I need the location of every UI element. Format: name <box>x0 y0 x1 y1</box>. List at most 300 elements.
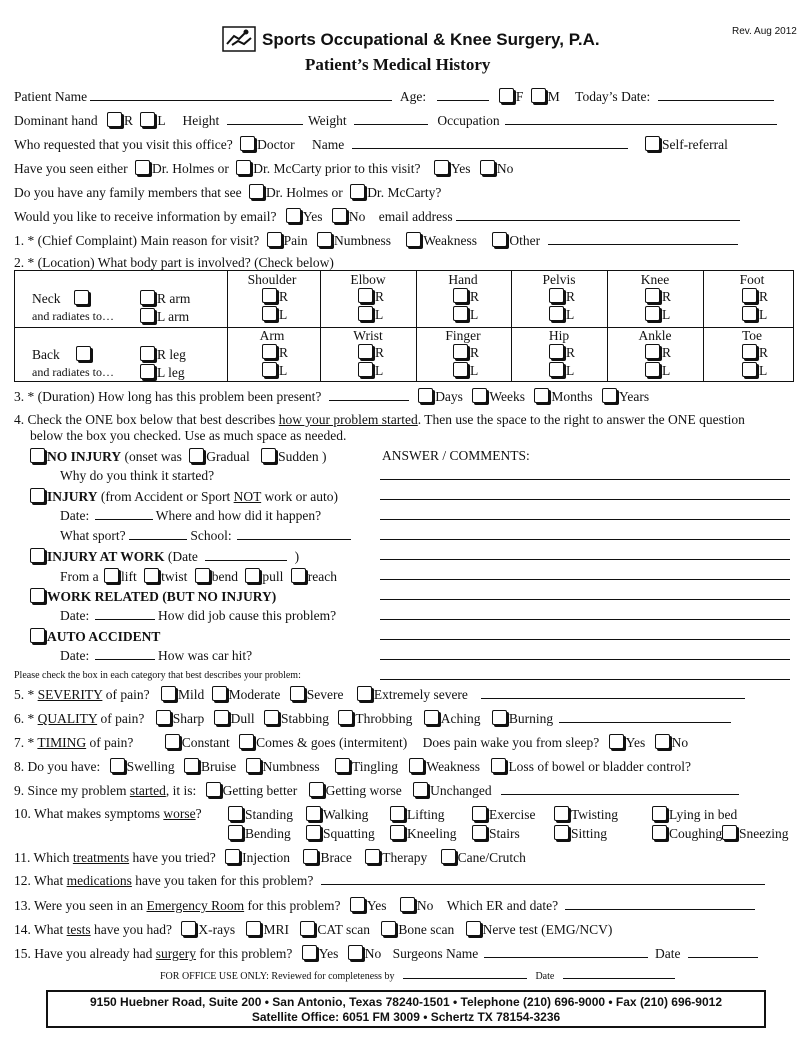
injection-label: Injection <box>242 850 291 865</box>
sudden-checkbox[interactable] <box>261 448 276 463</box>
injury-desc-b: work or auto) <box>261 489 339 504</box>
shoulder-right-checkbox[interactable] <box>262 288 277 303</box>
auto-date-field[interactable] <box>95 648 155 660</box>
q7-a: 7. * <box>14 735 38 750</box>
worse-option-label: Coughing <box>669 826 723 841</box>
twisting-checkbox[interactable] <box>554 806 569 821</box>
unchanged-checkbox[interactable] <box>413 782 428 797</box>
wrist-right-label: R <box>375 345 385 360</box>
toe-right <box>742 344 768 361</box>
surgery-date-label: Date <box>654 946 681 961</box>
work-injury-row <box>30 548 299 565</box>
arm-right <box>262 344 288 361</box>
lift-label: lift <box>121 569 137 584</box>
todays-date-field[interactable] <box>658 89 774 101</box>
sharp-checkbox[interactable] <box>156 710 171 725</box>
q7-b: of pain? <box>86 735 134 750</box>
age-label: Age: <box>399 89 427 104</box>
where-how-label: Where and how did it happen? <box>155 508 322 523</box>
lift-checkbox[interactable] <box>104 568 119 583</box>
question-10 <box>14 806 202 822</box>
swelling-checkbox[interactable] <box>110 758 125 773</box>
numbness-label: Numbness <box>333 233 391 248</box>
sport-field[interactable] <box>129 528 187 540</box>
practice-logo <box>222 26 256 52</box>
therapy-checkbox[interactable] <box>365 849 380 864</box>
stabbing-checkbox[interactable] <box>264 710 279 725</box>
occupation-field[interactable] <box>505 113 777 125</box>
ankle-right <box>645 344 671 361</box>
pain-checkbox[interactable] <box>267 232 282 247</box>
injury-date-label: Date: <box>60 508 90 523</box>
email-no-checkbox[interactable] <box>332 208 347 223</box>
sneezing-checkbox[interactable] <box>722 825 737 840</box>
pain-label: Pain <box>283 233 308 248</box>
walking-checkbox[interactable] <box>306 806 321 821</box>
coughing-checkbox[interactable] <box>652 825 667 840</box>
row-patient <box>14 88 774 105</box>
email-yes-checkbox[interactable] <box>286 208 301 223</box>
female-label: F <box>515 89 524 104</box>
self-referral-label: Self-referral <box>661 137 728 152</box>
hip-right <box>549 344 575 361</box>
hip-header: Hip <box>548 328 570 343</box>
finger-right-label: R <box>470 345 480 360</box>
dull-label: Dull <box>230 711 255 726</box>
worse-option <box>228 825 291 842</box>
l-arm-checkbox[interactable] <box>140 308 155 323</box>
arm-right-checkbox[interactable] <box>262 344 277 359</box>
doctor-label: Doctor <box>257 137 295 152</box>
height-field[interactable] <box>227 113 303 125</box>
answer-line[interactable] <box>380 679 790 680</box>
office-use-row <box>160 969 675 985</box>
bone-scan-checkbox[interactable] <box>381 921 396 936</box>
bowel-bladder-label: Loss of bowel or bladder control? <box>508 759 692 774</box>
hand-left-checkbox[interactable] <box>453 306 468 321</box>
seen-question: Have you seen either <box>14 161 128 176</box>
back-checkbox[interactable] <box>76 346 91 361</box>
female-checkbox[interactable] <box>499 88 514 103</box>
getting-better-checkbox[interactable] <box>206 782 221 797</box>
moderate-checkbox[interactable] <box>212 686 227 701</box>
brace-checkbox[interactable] <box>303 849 318 864</box>
q4-text-a: 4. Check the ONE box below that best describes <box>14 412 279 427</box>
email-address-field[interactable] <box>456 209 740 221</box>
q13-u: Emergency Room <box>146 898 245 913</box>
sport-label: What sport? <box>60 528 126 543</box>
question-14 <box>14 921 612 938</box>
weakness-checkbox[interactable] <box>406 232 421 247</box>
q9-b: , it is: <box>165 783 197 798</box>
kneeling-checkbox[interactable] <box>390 825 405 840</box>
neck-row <box>32 290 91 307</box>
q14-a: 14. What <box>14 922 67 937</box>
hip-left-checkbox[interactable] <box>549 362 564 377</box>
family-mccarty-checkbox[interactable] <box>350 184 365 199</box>
worse-option <box>390 825 457 842</box>
work-related-checkbox[interactable] <box>30 588 45 603</box>
seen-mccarty-checkbox[interactable] <box>236 160 251 175</box>
burning-checkbox[interactable] <box>492 710 507 725</box>
weight-label: Weight <box>308 113 347 128</box>
dull-checkbox[interactable] <box>214 710 229 725</box>
sport-row <box>60 528 351 544</box>
revision-date: Rev. Aug 2012 <box>732 26 797 37</box>
arm-left-label: L <box>279 363 288 378</box>
surgery-no-label: No <box>364 946 382 961</box>
hip-left-label: L <box>566 363 575 378</box>
foot-left-checkbox[interactable] <box>742 306 757 321</box>
weakness-8-label: Weakness <box>426 759 481 774</box>
l-leg-checkbox[interactable] <box>140 364 155 379</box>
dominant-hand-label: Dominant hand <box>14 113 98 128</box>
lying-in-bed-checkbox[interactable] <box>652 806 667 821</box>
pelvis-left <box>549 306 574 323</box>
answer-line[interactable] <box>380 659 790 660</box>
weeks-checkbox[interactable] <box>472 388 487 403</box>
stabbing-label: Stabbing <box>280 711 329 726</box>
male-label: M <box>547 89 560 104</box>
r-arm-row <box>140 290 190 307</box>
work-from-row <box>60 568 337 585</box>
tingling-checkbox[interactable] <box>335 758 350 773</box>
constant-label: Constant <box>181 735 230 750</box>
row-referral <box>14 136 728 153</box>
foot-right-checkbox[interactable] <box>742 288 757 303</box>
neck-checkbox[interactable] <box>74 290 89 305</box>
er-no-checkbox[interactable] <box>400 897 415 912</box>
standing-checkbox[interactable] <box>228 806 243 821</box>
cat-scan-checkbox[interactable] <box>300 921 315 936</box>
self-referral-checkbox[interactable] <box>645 136 660 151</box>
age-field[interactable] <box>437 89 489 101</box>
patient-name-field[interactable] <box>90 89 392 101</box>
elbow-right-checkbox[interactable] <box>358 288 373 303</box>
hand-header: Hand <box>448 272 478 287</box>
foot-left <box>742 306 767 323</box>
wake-yes-label: Yes <box>625 735 646 750</box>
r-leg-row <box>140 346 186 363</box>
xrays-checkbox[interactable] <box>181 921 196 936</box>
nerve-test-label: Nerve test (EMG/NCV) <box>482 922 613 937</box>
worse-option <box>228 806 293 823</box>
q5-b: of pain? <box>102 687 150 702</box>
auto-accident-label: AUTO ACCIDENT <box>47 629 161 644</box>
shoulder-right <box>262 288 288 305</box>
finger-right-checkbox[interactable] <box>453 344 468 359</box>
since-started-field[interactable] <box>501 783 739 795</box>
work-date-field[interactable] <box>205 549 287 561</box>
school-label: School: <box>190 528 232 543</box>
r-arm-checkbox[interactable] <box>140 290 155 305</box>
pelvis-left-checkbox[interactable] <box>549 306 564 321</box>
email-question: Would you like to receive information by email? <box>14 209 277 224</box>
burning-label: Burning <box>508 711 554 726</box>
knee-left <box>645 306 670 323</box>
wake-question: Does pain wake you from sleep? <box>422 735 600 750</box>
work-related-date-field[interactable] <box>95 608 155 620</box>
cane-crutch-checkbox[interactable] <box>441 849 456 864</box>
work-injury-checkbox[interactable] <box>30 548 45 563</box>
answer-line[interactable] <box>380 579 790 580</box>
lifting-checkbox[interactable] <box>390 806 405 821</box>
answer-line[interactable] <box>380 559 790 560</box>
other-field[interactable] <box>548 233 738 245</box>
toe-left <box>742 362 767 379</box>
wake-no-checkbox[interactable] <box>655 734 670 749</box>
weakness-label: Weakness <box>423 233 477 248</box>
family-holmes-checkbox[interactable] <box>249 184 264 199</box>
r-leg-checkbox[interactable] <box>140 346 155 361</box>
wrist-header: Wrist <box>353 328 383 343</box>
bone-scan-label: Bone scan <box>398 922 455 937</box>
work-related-row <box>30 588 276 605</box>
q12-b: have you taken for this problem? <box>131 873 314 888</box>
arm-header: Arm <box>259 328 285 343</box>
auto-accident-checkbox[interactable] <box>30 628 45 643</box>
foot-left-label: L <box>759 307 768 322</box>
answer-line[interactable] <box>380 479 790 480</box>
footer-address-line: 9150 Huebner Road, Suite 200 • San Antonio, Texas 78240-1501 • Telephone (210) 696-9000 • Fax (210) 696-9012 <box>90 995 722 1009</box>
answer-line[interactable] <box>380 519 790 520</box>
finger-left-checkbox[interactable] <box>453 362 468 377</box>
q10-a: 10. What makes symptoms <box>14 806 164 821</box>
shoulder-left-label: L <box>279 307 288 322</box>
form-title: Patient’s Medical History <box>305 55 491 74</box>
seen-mccarty-label: Dr. McCarty prior to this visit? <box>253 161 421 176</box>
quality-field[interactable] <box>559 711 731 723</box>
row-seen-doctor <box>14 160 513 177</box>
surgery-no-checkbox[interactable] <box>348 945 363 960</box>
wrist-left-label: L <box>375 363 384 378</box>
weight-field[interactable] <box>354 113 428 125</box>
injury-date-row <box>60 508 321 524</box>
months-label: Months <box>551 389 593 404</box>
shoulder-left <box>262 306 287 323</box>
toe-right-checkbox[interactable] <box>742 344 757 359</box>
elbow-right-label: R <box>375 289 385 304</box>
twist-checkbox[interactable] <box>144 568 159 583</box>
family-holmes-label: Dr. Holmes or <box>265 185 343 200</box>
throbbing-checkbox[interactable] <box>338 710 353 725</box>
brace-label: Brace <box>320 850 352 865</box>
injury-desc-a: (from Accident or Sport <box>97 489 234 504</box>
medications-field[interactable] <box>321 873 765 885</box>
toe-right-label: R <box>759 345 769 360</box>
extremely-severe-checkbox[interactable] <box>357 686 372 701</box>
referral-name-field[interactable] <box>352 137 628 149</box>
bruise-checkbox[interactable] <box>184 758 199 773</box>
q6-a: 6. * <box>14 711 38 726</box>
aching-label: Aching <box>440 711 481 726</box>
aching-checkbox[interactable] <box>424 710 439 725</box>
gradual-checkbox[interactable] <box>189 448 204 463</box>
seen-yes-checkbox[interactable] <box>434 160 449 175</box>
hand-left-label: L <box>470 307 479 322</box>
stairs-checkbox[interactable] <box>472 825 487 840</box>
er-yes-checkbox[interactable] <box>350 897 365 912</box>
months-checkbox[interactable] <box>534 388 549 403</box>
severe-checkbox[interactable] <box>290 686 305 701</box>
gradual-label: Gradual <box>206 449 250 464</box>
numbness-8-label: Numbness <box>262 759 320 774</box>
worse-option <box>390 806 445 823</box>
injury-date-field[interactable] <box>95 508 153 520</box>
numbness-8-checkbox[interactable] <box>246 758 261 773</box>
worse-option <box>306 825 375 842</box>
seen-holmes-checkbox[interactable] <box>135 160 150 175</box>
reviewed-by-field[interactable] <box>403 970 527 979</box>
hand-left-label: L <box>157 113 166 128</box>
surgery-yes-checkbox[interactable] <box>302 945 317 960</box>
answer-line[interactable] <box>380 599 790 600</box>
other-checkbox[interactable] <box>492 232 507 247</box>
knee-right <box>645 288 671 305</box>
pull-label: pull <box>262 569 284 584</box>
finger-right <box>453 344 479 361</box>
work-date-label: (Date <box>164 549 198 564</box>
bending-checkbox[interactable] <box>228 825 243 840</box>
exercise-checkbox[interactable] <box>472 806 487 821</box>
q9-a: 9. Since my problem <box>14 783 130 798</box>
office-use-label: FOR OFFICE USE ONLY: Reviewed for completeness by <box>160 971 395 982</box>
hip-left <box>549 362 574 379</box>
wrist-right-checkbox[interactable] <box>358 344 373 359</box>
years-checkbox[interactable] <box>602 388 617 403</box>
surgery-date-field[interactable] <box>688 946 758 958</box>
injection-checkbox[interactable] <box>225 849 240 864</box>
foot-header: Foot <box>739 272 765 287</box>
knee-header: Knee <box>640 272 670 287</box>
hand-left-checkbox[interactable] <box>140 112 155 127</box>
seen-no-label: No <box>496 161 514 176</box>
bruise-label: Bruise <box>201 759 237 774</box>
no-injury-row <box>30 448 327 465</box>
back-row <box>32 346 93 363</box>
ankle-right-label: R <box>662 345 672 360</box>
pull-checkbox[interactable] <box>245 568 260 583</box>
therapy-label: Therapy <box>382 850 428 865</box>
twist-label: twist <box>161 569 188 584</box>
knee-left-checkbox[interactable] <box>645 306 660 321</box>
constant-checkbox[interactable] <box>165 734 180 749</box>
days-label: Days <box>435 389 463 404</box>
squatting-checkbox[interactable] <box>306 825 321 840</box>
weakness-8-checkbox[interactable] <box>409 758 424 773</box>
ankle-left-checkbox[interactable] <box>645 362 660 377</box>
severity-field[interactable] <box>481 687 745 699</box>
weeks-label: Weeks <box>489 389 525 404</box>
knee-right-checkbox[interactable] <box>645 288 660 303</box>
q12-u: medications <box>66 873 132 888</box>
school-field[interactable] <box>237 528 351 540</box>
bend-checkbox[interactable] <box>195 568 210 583</box>
wake-yes-checkbox[interactable] <box>609 734 624 749</box>
q8-label: 8. Do you have: <box>14 759 101 774</box>
numbness-checkbox[interactable] <box>317 232 332 247</box>
q4-line1 <box>14 412 745 428</box>
work-related-date-row <box>60 608 336 624</box>
male-checkbox[interactable] <box>531 88 546 103</box>
answer-line[interactable] <box>380 499 790 500</box>
question-12 <box>14 873 765 889</box>
hand-right-checkbox[interactable] <box>453 288 468 303</box>
worse-option-label: Lying in bed <box>669 807 738 822</box>
swelling-label: Swelling <box>126 759 175 774</box>
seen-no-checkbox[interactable] <box>480 160 495 175</box>
ankle-right-checkbox[interactable] <box>645 344 660 359</box>
comes-goes-checkbox[interactable] <box>239 734 254 749</box>
worse-option-label: Twisting <box>571 807 619 822</box>
doctor-checkbox[interactable] <box>240 136 255 151</box>
height-label: Height <box>182 113 220 128</box>
sitting-checkbox[interactable] <box>554 825 569 840</box>
throbbing-label: Throbbing <box>355 711 413 726</box>
pelvis-right-checkbox[interactable] <box>549 288 564 303</box>
hip-right-label: R <box>566 345 576 360</box>
worse-option <box>472 806 535 823</box>
hand-right-checkbox[interactable] <box>107 112 122 127</box>
worse-option <box>554 806 618 823</box>
q5-u: SEVERITY <box>37 687 103 702</box>
mild-checkbox[interactable] <box>161 686 176 701</box>
worse-option-label: Bending <box>245 826 291 841</box>
office-date-field[interactable] <box>563 970 675 979</box>
which-er-field[interactable] <box>565 898 755 910</box>
row-family <box>14 184 441 201</box>
answer-line[interactable] <box>380 639 790 640</box>
question-8 <box>14 758 691 775</box>
footer-address-box <box>46 990 766 1028</box>
surgery-yes-label: Yes <box>318 946 339 961</box>
q4-line2: below the box you checked. Use as much space as needed. <box>30 428 347 443</box>
er-yes-label: Yes <box>366 898 387 913</box>
hip-right-checkbox[interactable] <box>549 344 564 359</box>
worse-option-label: Sneezing <box>739 826 789 841</box>
mri-checkbox[interactable] <box>246 921 261 936</box>
no-injury-checkbox[interactable] <box>30 448 45 463</box>
surgeon-name-field[interactable] <box>484 946 648 958</box>
work-injury-label: INJURY AT WORK <box>47 549 165 564</box>
bowel-bladder-checkbox[interactable] <box>491 758 506 773</box>
wrist-left-checkbox[interactable] <box>358 362 373 377</box>
arm-left-checkbox[interactable] <box>262 362 277 377</box>
reach-checkbox[interactable] <box>291 568 306 583</box>
finger-left-label: L <box>470 363 479 378</box>
injury-checkbox[interactable] <box>30 488 45 503</box>
worse-option-label: Standing <box>245 807 294 822</box>
shoulder-left-checkbox[interactable] <box>262 306 277 321</box>
other-label: Other <box>509 233 541 248</box>
toe-left-checkbox[interactable] <box>742 362 757 377</box>
r-arm-label: R arm <box>157 291 191 306</box>
reach-label: reach <box>307 569 338 584</box>
getting-worse-checkbox[interactable] <box>309 782 324 797</box>
answer-line[interactable] <box>380 619 790 620</box>
q3-label: 3. * (Duration) How long has this problem been present? <box>14 389 322 404</box>
answer-line[interactable] <box>380 539 790 540</box>
duration-field[interactable] <box>329 389 409 401</box>
getting-worse-label: Getting worse <box>325 783 402 798</box>
worse-option-label: Squatting <box>323 826 375 841</box>
nerve-test-checkbox[interactable] <box>466 921 481 936</box>
pelvis-left-label: L <box>566 307 575 322</box>
years-label: Years <box>618 389 650 404</box>
days-checkbox[interactable] <box>418 388 433 403</box>
severe-label: Severe <box>306 687 344 702</box>
elbow-left-checkbox[interactable] <box>358 306 373 321</box>
